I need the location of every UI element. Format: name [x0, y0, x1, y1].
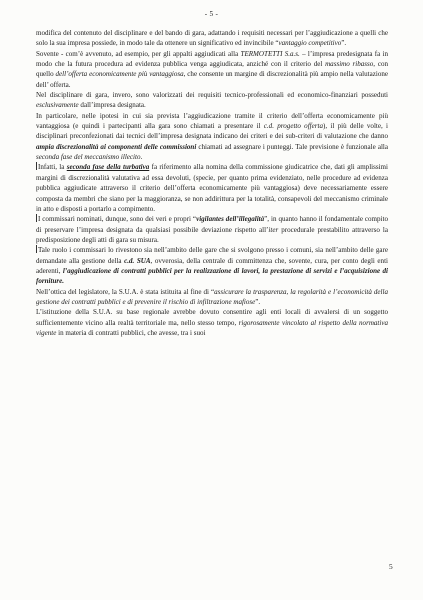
paragraph — [36, 90, 388, 111]
text-run: modifica del contenuto del disciplinare e del bando di gara, adattando i requisiti necessari per l’aggiudicazione a quelli che solo la sua impresa possiede, in modo tale da ottenere un significativo ed invincibile “ — [36, 29, 388, 48]
emphasized-text: massimo ribasso — [325, 60, 374, 69]
text-run: chiamati ad assegnare i punteggi. Tale previsione è funzionale alla — [196, 142, 388, 151]
page-marker: - 5 - — [204, 10, 219, 18]
paragraph — [36, 162, 388, 214]
margin-mark — [36, 162, 37, 170]
emphasized-text: TERMOTETTI S.a.s. — [240, 49, 300, 58]
emphasized-text: l’aggiudicazione di contratti pubblici per la realizzazione di lavori, la prestazione di servizi e l’acquisizione di forniture. — [36, 266, 389, 286]
paragraph — [36, 245, 388, 286]
text-run: , ovverosia, della centrale di committenza che, sovente, cura, per conto degli enti aderenti, — [36, 256, 388, 275]
emphasized-text: iter — [268, 225, 279, 234]
margin-mark — [36, 245, 37, 253]
paragraph — [36, 28, 388, 49]
text-run: , che consente un margine di discrezionalità più ampio nella valutazione dell’ offerta. — [36, 70, 388, 89]
emphasized-text: seconda fase della turbativa — [66, 163, 150, 172]
text-run: in materia di contratti pubblici, che avesse, tra i suoi — [56, 328, 206, 337]
emphasized-text: c.d. SUA — [124, 256, 151, 265]
emphasized-text: rigorosamente vincolato al rispetto della normativa vigente — [36, 318, 389, 337]
emphasized-text: c.d. progetto offerta — [263, 122, 323, 131]
paragraph — [36, 287, 388, 308]
emphasized-text: esclusivamente — [36, 101, 79, 110]
text-run: ”. — [255, 297, 261, 306]
paragraph — [36, 214, 388, 245]
text-run: Sovente - com’è avvenuto, ad esempio, per gli appalti aggiudicati alla — [36, 49, 241, 58]
emphasized-text: ampia discrezionalità ai componenti delle commissioni — [36, 142, 197, 151]
text-run: ”. — [341, 39, 347, 48]
text-run: I commissari nominati, dunque, sono dei veri e propri “ — [38, 215, 197, 224]
text-run: – l’impresa predesignata fa in modo che la futura procedura ad evidenza pubblica venga aggiudicata, anziché con il criterio del — [36, 49, 389, 69]
emphasized-text: vantaggio competitivo — [278, 39, 342, 48]
text-run: In particolare, nelle ipotesi in cui sia prevista l’aggiudicazione tramite il criterio dell’offerta economicamente più vantaggiosa (e quindi i partecipanti alla gara sono chiamati a presentare il — [36, 111, 388, 131]
text-run: , con quello — [36, 60, 389, 79]
text-run: procedurale prestabilito attraverso la predisposizione degli atti di gara su misura. — [36, 225, 389, 244]
text-run: dall’impresa designata. — [78, 101, 146, 110]
page-number: 5 — [389, 562, 393, 571]
paragraph — [36, 49, 388, 90]
text-run: L’istituzione della S.U.A. su base regionale avrebbe dovuto consentire agli enti locali di avvalersi di un soggetto sufficientemente vicino alla realtà territoriale ma, nello stesso tempo, — [36, 308, 388, 327]
text-run: Infatti, la — [38, 163, 67, 172]
text-run: . — [140, 153, 143, 162]
emphasized-text: assicurare la trasparenza, la regolarità e l’economicità della gestione dei contratti pubblici e di prevenire il rischio di infiltrazione mafiose — [36, 287, 388, 306]
emphasized-text: dell’offerta economicamente più vantaggiosa — [55, 70, 184, 79]
body-text — [36, 28, 388, 338]
margin-mark — [36, 214, 37, 222]
emphasized-text: seconda fase del meccanismo illecito — [36, 153, 141, 162]
paragraph — [36, 111, 388, 163]
text-run: Nell’ottica del legislatore, la S.U.A. è stata istituita al fine di “ — [36, 287, 215, 296]
text-run: Tale ruolo i commissari lo rivestono sia nell’ambito delle gare che si svolgono presso i comuni, sia nell’ambito delle gare demandate alla gestione della — [36, 246, 388, 265]
text-run: ”, in quanto hanno il fondamentale compito di preservare l’impresa designata da qualsiasi possibile deviazione rispetto all’ — [36, 215, 388, 234]
emphasized-text: vigilantes dell’illegalità — [196, 215, 265, 224]
text-run: Nel disciplinare di gara, invero, sono valorizzati dei requisiti tecnico-professionali ed economico-finanziari posseduti — [36, 91, 388, 100]
text-run: fa riferimento alla nomina della commissione giudicatrice che, dati gli amplissimi margini di discrezionalità valutativa ad essa devoluti, (specie, per quanto prima evidenziato, nelle procedure ad evidenza pubblica aggiudicate attraverso il criterio dell’offerta economicamente più vantaggiosa) deve necessariamente essere composta da membri che siano per la maggioranza, se non addirittura per la totalità, consapevoli del meccanismo criminale in atto e disposti a portarlo a compimento. — [36, 163, 389, 213]
text-run: ), il più delle volte, i disciplinari preconfezionati dai tecnici dell’impresa designata indicano dei criteri e dei sub-criteri di valutazione che danno — [36, 122, 389, 141]
paragraph — [36, 307, 388, 338]
